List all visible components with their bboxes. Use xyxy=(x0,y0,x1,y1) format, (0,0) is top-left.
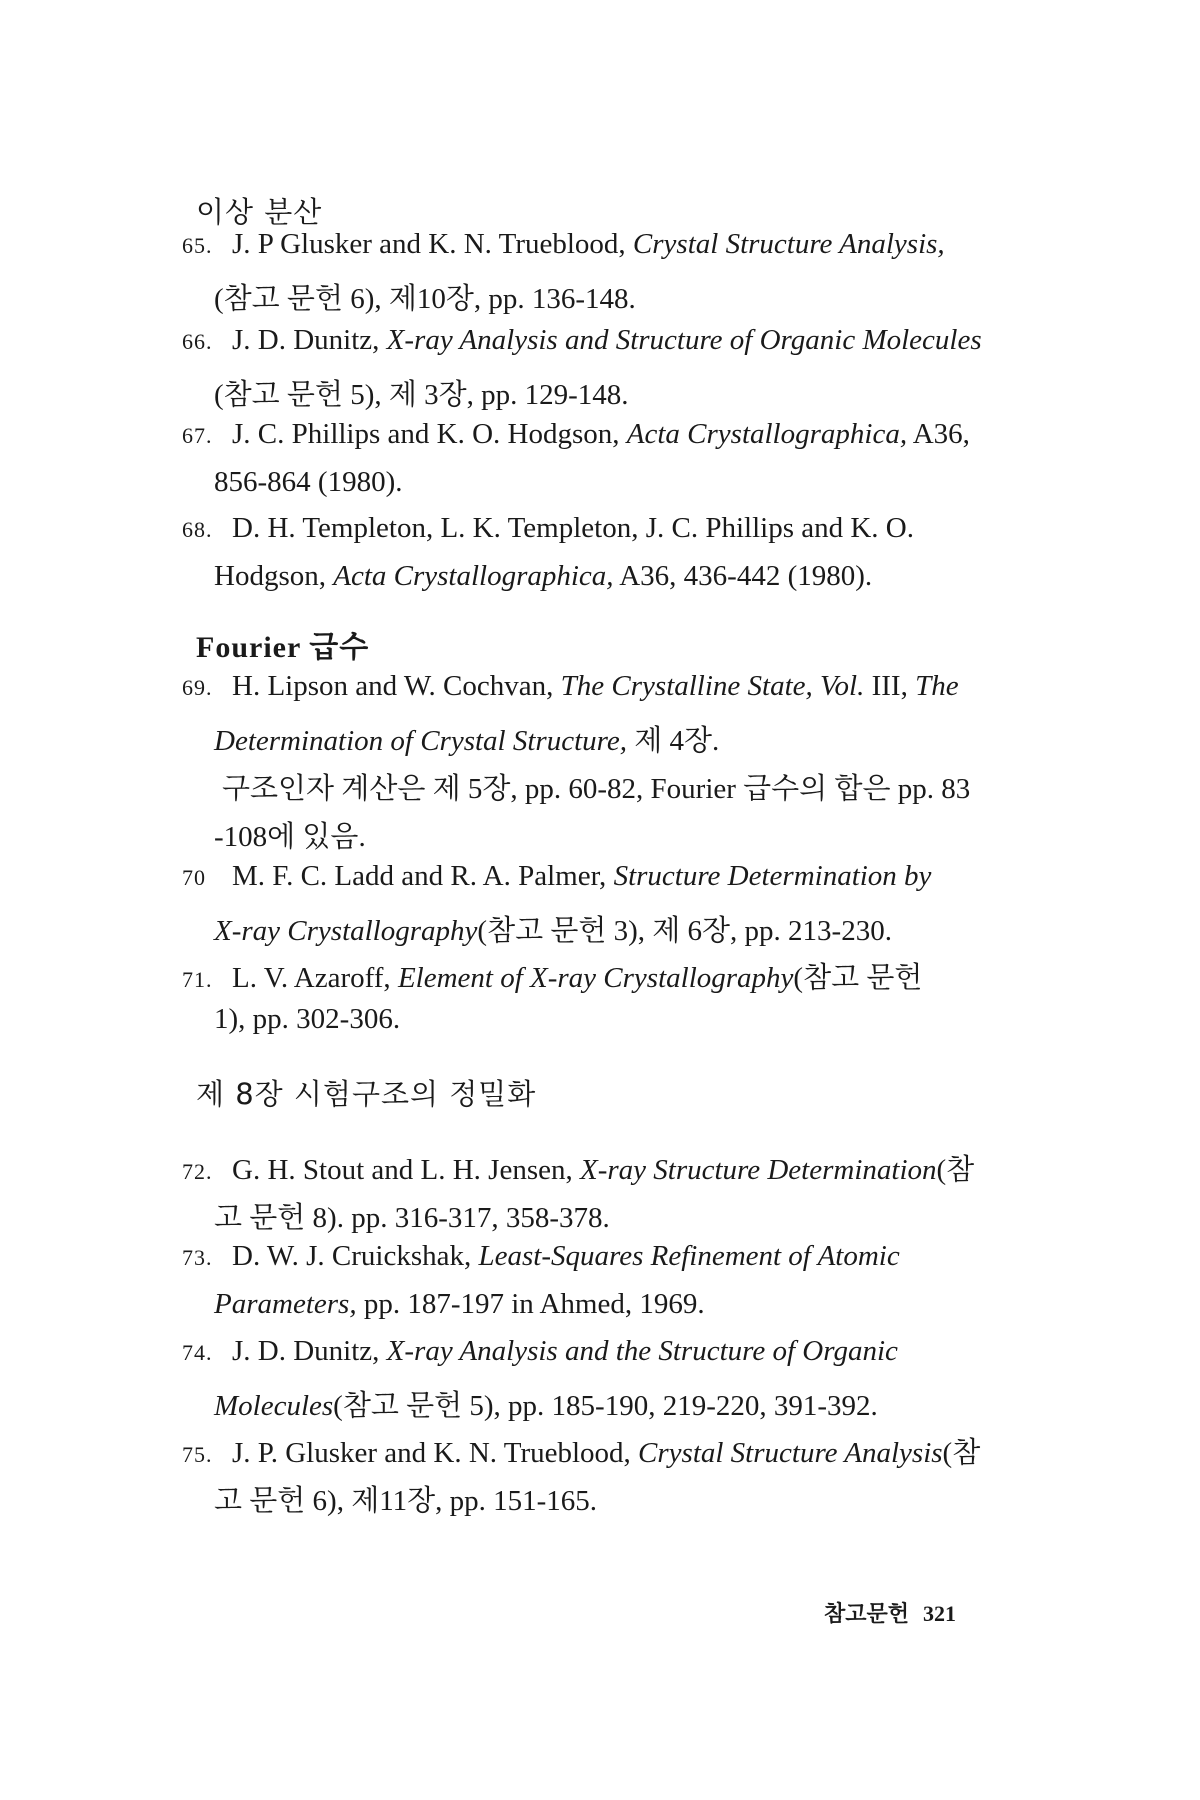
section-heading-chapter-8: 제 8장 시험구조의 정밀화 xyxy=(196,1077,537,1111)
ref-number: 71. xyxy=(182,967,213,992)
footer-label: 참고문헌 xyxy=(824,1602,910,1627)
document-page: 이상 분산 65. J. P Glusker and K. N. Trueblood, Crystal Structure Analysis, (참고 문헌 6), 제10장, pp. 136-148. 66. J. D. Dunitz, X-ray Analysis and Structure of Organic Molecules (참고 문헌 5), 제 3장, pp. 129-148. 67. J. C. Phillips and K. O. Hodgson, Acta Crystallographica, A36, 856-864 (1980). 68. D. H. Templeton, L. K. Templeton, J. C. Phillips and K. O. Hodgson, Acta Crystallographica, A36, 436-442 (1980). Fourier 급수 69. H. Lipson and W. Cochvan, The Crystalline State, Vol. III, The Determination of Crystal Structure, 제 4장. 구조인자 계산은 제 5장, pp. 60-82, Fourier 급수의 합은 pp. 83 -108에 있음. 70 M. F. C. Ladd and R. A. Palmer, Structure Determination by X-ray Crystallography(참고 문헌 3), 제 6장, pp. 213-230. 71. L. V. Azaroff, Element of X-ray Crystallography(참고 문헌 1), pp. 302-306. 제 8장 시험구조의 정밀화 72. G. H. Stout and L. H. Jensen, X-ray Structure Determination(참 고 문헌 8). pp. 316-317, 358-378. 73. D. W. J. Cruickshak, Least-Squares Refinement of Atomic Parameters, pp. 187-197 in Ahmed, 1969. 74. J. D. Dunitz, X-ray Analysis and the Structure of Organic Molecules(참고 문헌 5), pp. 185-190, 219-220, 391-392. 75. J. P. Glusker and K. N. Trueblood, Crystal Structure Analysis(참 고 문헌 6), 제11장, pp. 151-165. 참고문헌 321 xyxy=(0,0,1200,1800)
section-heading-anomalous-dispersion: 이상 분산 xyxy=(196,195,323,229)
ref-number: 65. xyxy=(182,233,213,258)
ref-number: 72. xyxy=(182,1159,213,1184)
ref-number: 73. xyxy=(182,1245,213,1270)
section-heading-fourier-series: Fourier 급수 xyxy=(196,631,370,664)
ref-number: 66. xyxy=(182,329,213,354)
ref-number: 67. xyxy=(182,423,213,448)
ref-number: 75. xyxy=(182,1442,213,1467)
ref-number: 74. xyxy=(182,1340,213,1365)
ref-number: 68. xyxy=(182,517,213,542)
ref-number: 69. xyxy=(182,675,213,700)
ref-number: 70 xyxy=(182,865,206,890)
page-number: 321 xyxy=(923,1601,957,1626)
page-footer xyxy=(824,1597,956,1628)
